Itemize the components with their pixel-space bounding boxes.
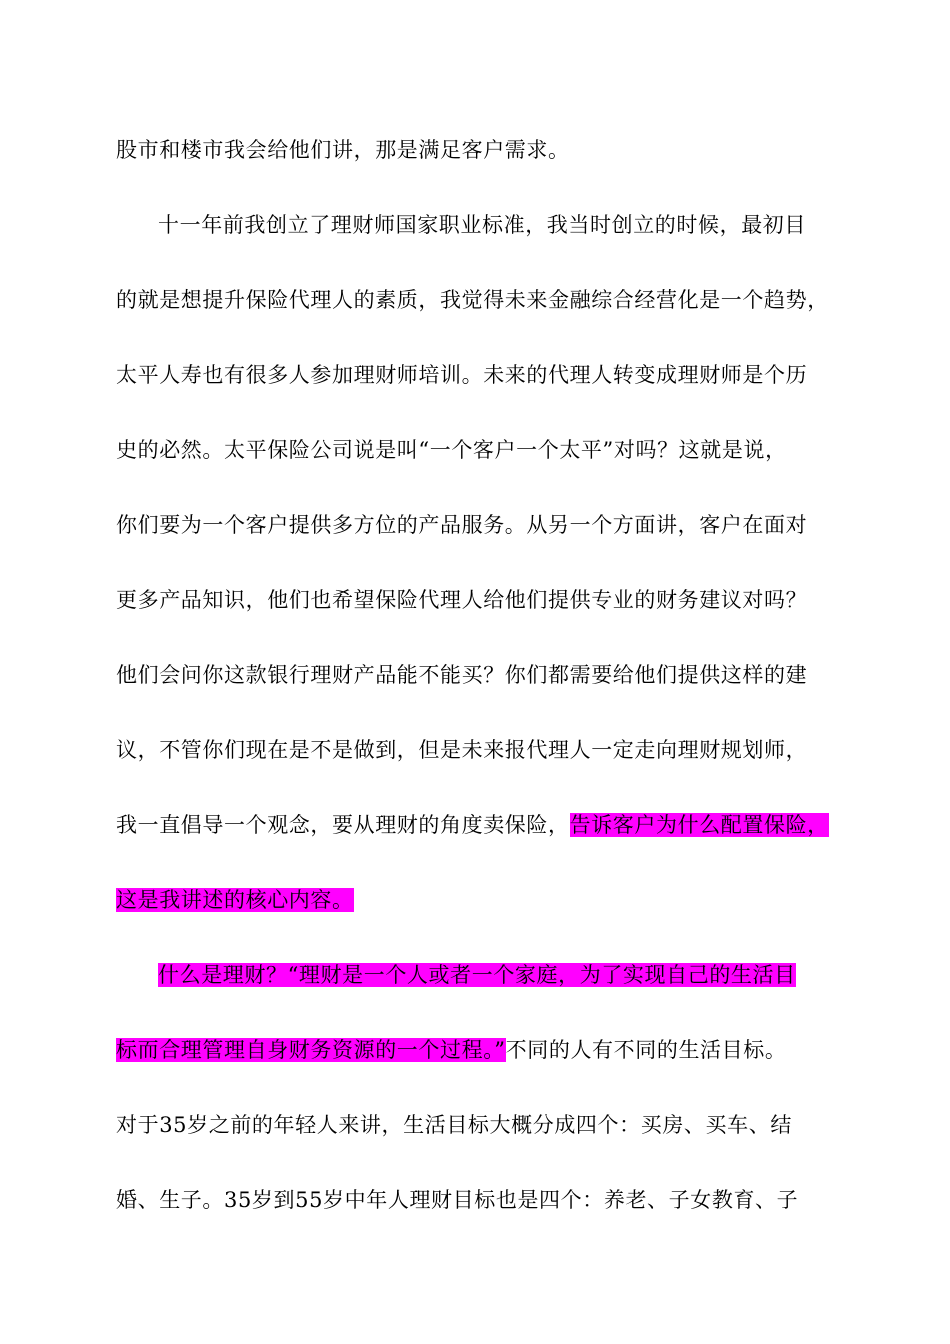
text-line-8 [116, 658, 856, 692]
text-segment: 十一年前我创立了理财师国家职业标准，我当时创立的时候，最初目 [158, 213, 806, 237]
text-line-15 [116, 1183, 856, 1217]
text-line-14 [116, 1108, 856, 1142]
text-segment: 太平人寿也有很多人参加理财师培训。未来的代理人转变成理财师是个历 [116, 363, 808, 387]
highlighted-text: 标而合理管理自身财务资源的一个过程。” [116, 1038, 506, 1062]
text-segment: 股市和楼市我会给他们讲，那是满足客户需求。 [116, 138, 570, 162]
text-segment: 的就是想提升保险代理人的素质，我觉得未来金融综合经营化是一个趋势， [116, 288, 829, 312]
text-line-6 [116, 508, 856, 542]
highlighted-text: 这是我讲述的核心内容。 [116, 888, 354, 912]
text-segment: 你们要为一个客户提供多方位的产品服务。从另一个方面讲，客户在面对 [116, 513, 808, 537]
text-segment: 对于35岁之前的年轻人来讲，生活目标大概分成四个：买房、买车、结 [116, 1113, 792, 1137]
text-line-13 [116, 1033, 856, 1067]
text-line-2 [158, 208, 898, 242]
text-segment: 我一直倡导一个观念，要从理财的角度卖保险， [116, 813, 570, 837]
text-line-12 [158, 958, 898, 992]
text-segment: 史的必然。太平保险公司说是叫“一个客户一个太平”对吗？这就是说， [116, 438, 787, 462]
text-line-5 [116, 433, 856, 467]
text-segment: 更多产品知识，他们也希望保险代理人给他们提供专业的财务建议对吗？ [116, 588, 808, 612]
text-line-4 [116, 358, 856, 392]
highlighted-text: 什么是理财？“理财是一个人或者一个家庭，为了实现自己的生活目 [158, 963, 796, 987]
text-line-7 [116, 583, 856, 617]
text-line-1 [116, 133, 856, 167]
text-segment: 婚、生子。35岁到55岁中年人理财目标也是四个：养老、子女教育、子 [116, 1188, 799, 1212]
text-line-10 [116, 808, 856, 842]
text-segment: 他们会问你这款银行理财产品能不能买？你们都需要给他们提供这样的建 [116, 663, 808, 687]
text-line-11 [116, 883, 856, 917]
highlighted-text: 告诉客户为什么配置保险， [569, 813, 829, 837]
text-line-9 [116, 733, 856, 767]
text-segment: 不同的人有不同的生活目标。 [505, 1038, 787, 1062]
text-segment: 议，不管你们现在是不是做到，但是未来报代理人一定走向理财规划师， [116, 738, 808, 762]
text-line-3 [116, 283, 856, 317]
